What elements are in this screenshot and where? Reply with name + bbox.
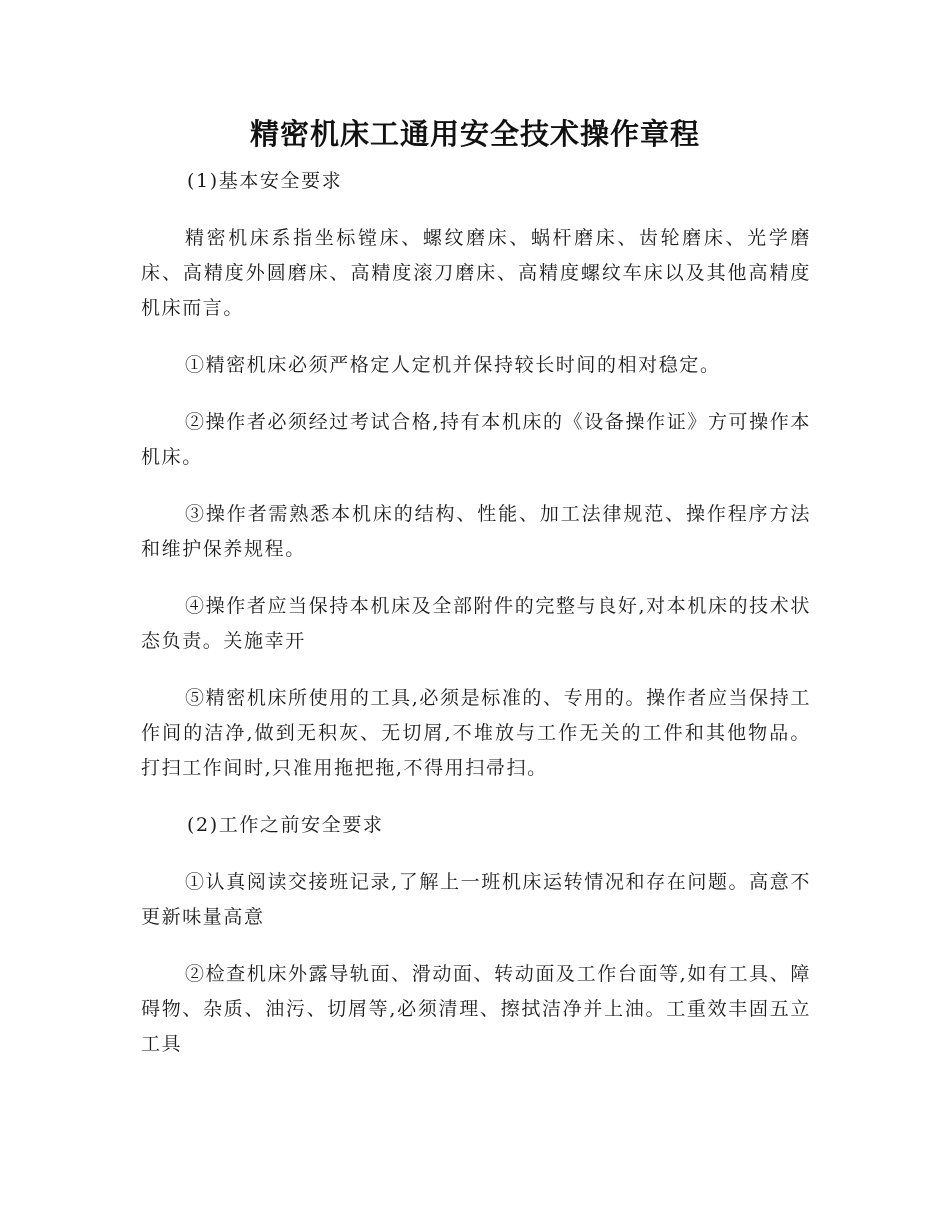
paragraph-pre-work-1: ①认真阅读交接班记录,了解上一班机床运转情况和存在问题。高意不更新味量高意 — [141, 871, 811, 928]
paragraph-item-2: ②操作者必须经过考试合格,持有本机床的《设备操作证》方可操作本机床。 — [141, 411, 811, 468]
paragraph-item-4: ④操作者应当保持本机床及全部附件的完整与良好,对本机床的技术状态负责。关施幸开 — [141, 595, 811, 652]
paragraph-definition: 精密机床系指坐标镗床、螺纹磨床、蜗杆磨床、齿轮磨床、光学磨床、高精度外圆磨床、高精度滚刀磨床、高精度螺纹车床以及其他高精度机床而言。 — [141, 227, 811, 319]
section-heading-basic: (1)基本安全要求 — [187, 170, 343, 192]
section-heading-pre-work: (2)工作之前安全要求 — [187, 814, 384, 836]
paragraph-item-3: ③操作者需熟悉本机床的结构、性能、加工法律规范、操作程序方法和维护保养规程。 — [141, 503, 811, 560]
paragraph-item-1: ①精密机床必须严格定人定机并保持较长时间的相对稳定。 — [185, 354, 721, 376]
document-body — [141, 164, 811, 1084]
document-title: 精密机床工通用安全技术操作章程 — [249, 117, 700, 151]
paragraph-pre-work-2: ②检查机床外露导轨面、滑动面、转动面及工作台面等,如有工具、障碍物、杂质、油污、切屑等,必须清理、擦拭洁净并上油。工重效丰固五立工具 — [141, 963, 811, 1055]
paragraph-item-5: ⑤精密机床所使用的工具,必须是标准的、专用的。操作者应当保持工作间的洁净,做到无积灰、无切屑,不堆放与工作无关的工件和其他物品。打扫工作间时,只准用拖把拖,不得用扫帚扫。 — [141, 687, 811, 779]
